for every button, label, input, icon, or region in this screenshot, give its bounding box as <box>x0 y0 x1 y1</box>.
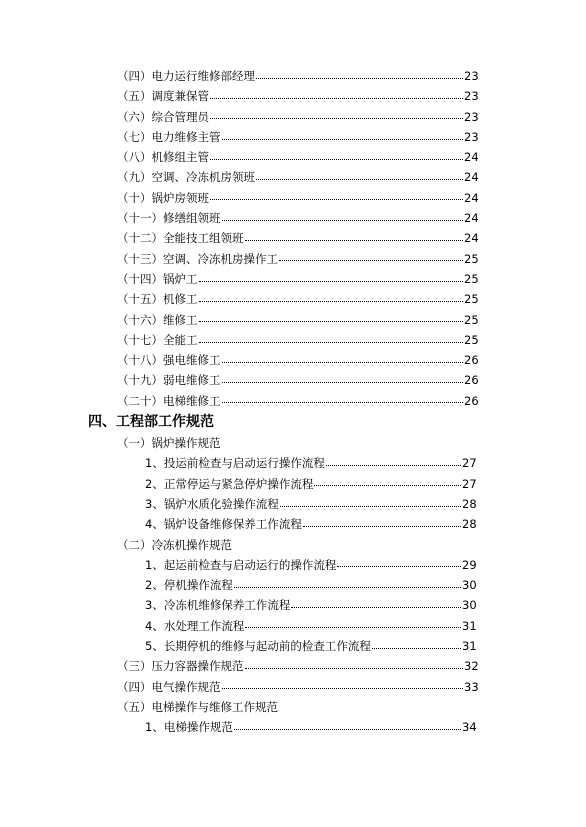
toc-entry-title: （十二）全能技工组领班 <box>117 231 244 246</box>
toc-page-number: 26 <box>464 393 479 408</box>
toc-entry-title: 1、投运前检查与启动运行操作流程 <box>145 456 325 471</box>
toc-entry <box>0 453 476 473</box>
toc-page-number: 29 <box>462 557 477 572</box>
toc-entry-title: 3、锅炉水质化验操作流程 <box>145 496 279 511</box>
dot-leader <box>256 78 463 79</box>
toc-entry-title: 2、正常停运与紧急停炉操作流程 <box>145 476 314 491</box>
toc-entry <box>0 514 476 534</box>
toc-entry <box>0 555 476 575</box>
dot-leader <box>234 587 461 588</box>
toc-entry-title: （八）机修组主管 <box>117 150 209 165</box>
dot-leader <box>210 98 463 99</box>
table-of-contents <box>0 66 586 738</box>
toc-page-number: 26 <box>464 373 479 388</box>
toc-page-number: 23 <box>464 89 479 104</box>
dot-leader <box>279 260 463 261</box>
dot-leader <box>314 485 461 486</box>
toc-entry-title: （五）调度兼保管 <box>117 89 209 104</box>
toc-entry-title: （十五）机修工 <box>117 292 198 307</box>
toc-entry-title: （二十）电梯维修工 <box>117 393 221 408</box>
dot-leader <box>210 118 463 119</box>
toc-entry-title: 4、水处理工作流程 <box>145 618 245 633</box>
toc-page-number: 27 <box>462 456 477 471</box>
dot-leader <box>256 179 463 180</box>
toc-page-number: 32 <box>464 659 479 674</box>
dot-leader <box>199 321 464 322</box>
toc-page-number: 28 <box>462 496 477 511</box>
dot-leader <box>222 688 464 689</box>
dot-leader <box>222 362 464 363</box>
toc-entry <box>0 208 478 228</box>
toc-entry-title: 1、电梯操作规范 <box>145 720 233 735</box>
toc-entry <box>0 167 478 187</box>
dot-leader <box>291 607 461 608</box>
toc-page-number: 25 <box>464 292 479 307</box>
dot-leader <box>222 139 464 140</box>
toc-page-number: 25 <box>464 251 479 266</box>
toc-entry <box>0 370 478 390</box>
toc-page-number: 34 <box>462 720 477 735</box>
toc-page-number: 25 <box>464 312 479 327</box>
toc-page-number: 31 <box>462 639 477 654</box>
toc-entry-title: （四）电力运行维修部经理 <box>117 69 255 83</box>
toc-entry <box>0 595 476 615</box>
toc-subheading <box>0 433 478 453</box>
toc-entry <box>0 66 478 86</box>
toc-entry-title: （十一）修缮组领班 <box>117 211 221 226</box>
toc-entry-title: （十八）强电维修工 <box>117 353 221 368</box>
toc-entry-title: （七）电力维修主管 <box>117 129 221 144</box>
toc-entry <box>0 350 478 370</box>
toc-subheading <box>0 535 478 555</box>
dot-leader <box>245 627 461 628</box>
dot-leader <box>245 668 464 669</box>
toc-entry <box>0 310 478 330</box>
toc-entry-title: （十九）弱电维修工 <box>117 373 221 388</box>
dot-leader <box>303 526 461 527</box>
toc-entry <box>0 147 478 167</box>
dot-leader <box>222 382 464 383</box>
toc-page-number: 24 <box>464 150 479 165</box>
dot-leader <box>326 465 461 466</box>
toc-page-number: 24 <box>464 190 479 205</box>
toc-entry-title: （十七）全能工 <box>117 332 198 347</box>
toc-entry-title: 5、长期停机的维修与起动前的检查工作流程 <box>145 639 371 654</box>
dot-leader <box>199 342 464 343</box>
toc-entry <box>0 86 478 106</box>
toc-entry <box>0 677 478 697</box>
toc-page-number: 33 <box>464 679 479 694</box>
toc-entry-title: 四、工程部工作规范 <box>88 414 214 431</box>
toc-entry-title: 2、停机操作流程 <box>145 578 233 593</box>
toc-entry <box>0 717 476 737</box>
toc-entry-title: （六）综合管理员 <box>117 109 209 124</box>
toc-page-number: 25 <box>464 271 479 286</box>
dot-leader <box>199 301 464 302</box>
toc-page-number: 25 <box>464 332 479 347</box>
toc-entry <box>0 494 476 514</box>
toc-entry-title: 1、起运前检查与启动运行的操作流程 <box>145 557 337 572</box>
toc-entry <box>0 228 478 248</box>
toc-page-number: 24 <box>464 170 479 185</box>
toc-entry-title: （九）空调、冷冻机房领班 <box>117 170 255 185</box>
toc-page-number: 24 <box>464 211 479 226</box>
toc-entry-title: 4、锅炉设备维修保养工作流程 <box>145 517 302 532</box>
toc-entry <box>0 330 478 350</box>
toc-entry-title: （十六）维修工 <box>117 312 198 327</box>
toc-entry <box>0 188 478 208</box>
toc-entry <box>0 656 478 676</box>
toc-entry-title: 3、冷冻机维修保养工作流程 <box>145 598 291 613</box>
toc-page-number: 30 <box>462 598 477 613</box>
toc-entry-title: （十四）锅炉工 <box>117 271 198 286</box>
toc-page-number: 26 <box>464 353 479 368</box>
toc-entry <box>0 289 478 309</box>
toc-page-number: 24 <box>464 231 479 246</box>
toc-entry-title: （二）冷冻机操作规范 <box>117 537 232 552</box>
toc-entry <box>0 249 478 269</box>
toc-entry <box>0 127 478 147</box>
toc-entry <box>0 107 478 127</box>
dot-leader <box>222 220 464 221</box>
toc-entry <box>0 575 476 595</box>
dot-leader <box>199 281 464 282</box>
toc-entry-title: （三）压力容器操作规范 <box>117 659 244 674</box>
toc-page-number: 28 <box>462 517 477 532</box>
toc-page-number: 30 <box>462 578 477 593</box>
toc-page-number: 23 <box>464 129 479 144</box>
dot-leader <box>337 566 461 567</box>
dot-leader <box>234 729 461 730</box>
toc-entry <box>0 616 476 636</box>
dot-leader <box>245 240 464 241</box>
toc-subheading <box>0 697 478 717</box>
toc-section-heading <box>0 411 586 433</box>
toc-entry <box>0 269 478 289</box>
dot-leader <box>222 402 464 403</box>
toc-page-number: 23 <box>464 69 479 83</box>
toc-entry-title: （五）电梯操作与维修工作规范 <box>117 699 278 714</box>
toc-entry <box>0 636 476 656</box>
toc-entry-title: （十）锅炉房领班 <box>117 190 209 205</box>
toc-entry-title: （四）电气操作规范 <box>117 679 221 694</box>
dot-leader <box>280 506 461 507</box>
toc-page-number: 31 <box>462 618 477 633</box>
toc-page-number: 27 <box>462 476 477 491</box>
dot-leader <box>210 159 463 160</box>
toc-page-number: 23 <box>464 109 479 124</box>
dot-leader <box>372 648 461 649</box>
dot-leader <box>210 199 463 200</box>
toc-entry-title: （一）锅炉操作规范 <box>117 436 221 451</box>
toc-entry-title: （十三）空调、冷冻机房操作工 <box>117 251 278 266</box>
toc-entry <box>0 474 476 494</box>
toc-entry <box>0 391 478 411</box>
